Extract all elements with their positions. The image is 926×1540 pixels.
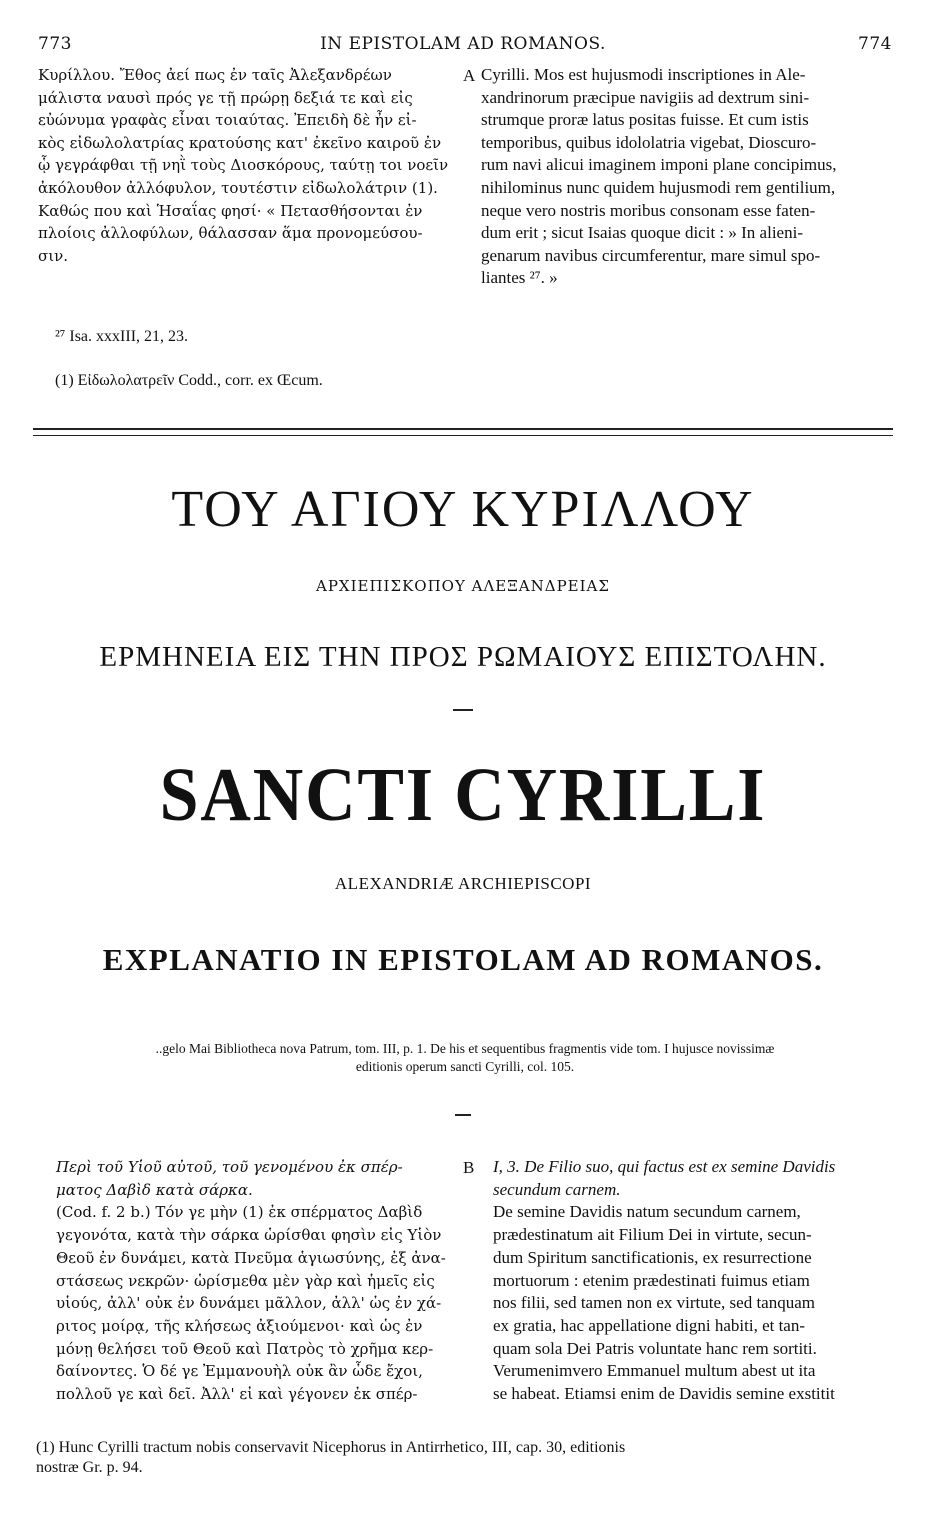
latin-subtitle: ALEXANDRIÆ ARCHIEPISCOPI (334, 874, 592, 893)
footnote-scripture: ²⁷ Isa. xxxIII, 21, 23. (55, 328, 189, 345)
greek-line: κὸς εἰδωλολατρίας κρατούσης κατ' ἐκεῖνο καιροῦ ἐν (38, 133, 442, 152)
bottom-latin-column (493, 1156, 893, 1406)
latin-line: se habeat. Etiamsi enim de Davidis semine exstitit (493, 1384, 835, 1404)
latin-title: SANCTI CYRILLI (159, 753, 767, 837)
latin-line: ex gratia, hac appellatione digni habiti, et tan- (493, 1315, 806, 1335)
greek-line: ἀκόλουθον ἀλλόφυλον, τουτέστιν εἰδωλολάτριν (1). (38, 178, 438, 197)
bottom-footnote (36, 1438, 896, 1478)
margin-marker-b: B (463, 1158, 475, 1177)
greek-line: εὐώνυμα γραφὰς εἶναι τοιαύτας. Ἐπειδὴ δὲ ἦν εἰ- (38, 111, 417, 130)
section-dash (455, 1114, 471, 1116)
greek-line: Θεοῦ ἐν δυνάμει, κατὰ Πνεῦμα ἁγιωσύνης, ἐξ ἀνα- (56, 1248, 446, 1267)
bottom-greek-column (56, 1156, 456, 1406)
divider-rule (33, 428, 893, 430)
latin-line: xandrinorum præcipue navigiis ad dextrum sini- (481, 87, 810, 107)
greek-subtitle: ΑΡΧΙΕΠΙΣΚΟΠΟΥ ΑΛΕΞΑΝΔΡΕΙΑΣ (315, 577, 610, 595)
greek-line: υἱούς, ἀλλ' οὐκ ἐν δυνάμει μᾶλλον, ἀλλ' ὡς ἐν χά- (56, 1294, 442, 1313)
greek-line: δαίνοντες. Ὁ δέ γε Ἐμμανουὴλ οὐκ ἂν ὧδε ἔχοι, (56, 1362, 423, 1381)
top-latin-column (481, 64, 893, 290)
latin-line: rum navi alicui imaginem imponi plane concipimus, (481, 155, 837, 175)
greek-line: Καθώς που καὶ Ἡσαΐας φησί· « Πετασθήσονται ἐν (38, 201, 423, 220)
greek-line: στάσεως νεκρῶν· ὡρίσμεθα μὲν γὰρ καὶ ἡμεῖς εἰς (56, 1271, 435, 1290)
greek-line: ριτος μοίρᾳ, τῆς κλήσεως ἀξιούμενοι· καὶ ὡς ἐν (56, 1316, 423, 1335)
latin-line: strumque proræ latus positas fuisse. Et cum istis (481, 110, 809, 130)
source-note (40, 1040, 890, 1076)
footnote-line: (1) Hunc Cyrilli tractum nobis conservavit Nicephorus in Antirrhetico, III, cap. 30, editionis (36, 1439, 626, 1456)
greek-line: ᾧ γεγράφθαι τῇ νηῒ τοὺς Διοσκόρους, ταύτῃ τοι νοεῖν (38, 156, 449, 175)
latin-line: prædestinatum ait Filium Dei in virtute, secun- (493, 1225, 812, 1245)
footnote-line: nostræ Gr. p. 94. (36, 1459, 143, 1476)
top-greek-column (38, 64, 456, 267)
latin-line: genarum navibus circumferentur, mare simul spo- (481, 245, 821, 265)
greek-line: μόνῃ θελήσει τοῦ Θεοῦ καὶ Πατρὸς τὸ χρῆμα κερ- (56, 1339, 434, 1358)
greek-line: γεγονότα, κατὰ τὴν σάρκα ὡρίσθαι φησὶν εἰς Υἱὸν (56, 1226, 442, 1245)
greek-work-title: ΕΡΜΗΝΕΙΑ ΕΙΣ ΤΗΝ ΠΡΟΣ ΡΩΜΑΙΟΥΣ ΕΠΙΣΤΟΛΗΝ. (99, 641, 827, 673)
greek-line: μάλιστα ναυσὶ πρός γε τῇ πρώρῃ δεξιά τε καὶ εἰς (38, 88, 413, 107)
margin-marker-a: A (463, 66, 476, 85)
latin-work-title: EXPLANATIO IN EPISTOLAM AD ROMANOS. (102, 942, 824, 977)
left-page-number: 773 (38, 34, 72, 54)
latin-line: quam sola Dei Patris voluntate hanc rem sortiti. (493, 1338, 817, 1358)
latin-line: Cyrilli. Mos est hujusmodi inscriptiones in Ale- (481, 65, 806, 84)
latin-line: De semine Davidis natum secundum carnem, (493, 1202, 801, 1222)
latin-line: temporibus, quibus idololatria vigebat, Dioscuro- (481, 132, 817, 152)
greek-title: ΤΟΥ ΑΓΙΟΥ ΚΥΡΙΛΛΟΥ (171, 481, 755, 538)
latin-line: liantes ²⁷. » (481, 268, 558, 288)
greek-line: σιν. (38, 246, 69, 265)
latin-heading: secundum carnem. (493, 1179, 621, 1199)
divider-rule-thin (33, 435, 893, 436)
latin-line: nos filii, sed tamen non ex virtute, sed tanquam (493, 1293, 815, 1313)
title-dash (453, 709, 473, 711)
greek-line: πολλοῦ γε καὶ δεῖ. Ἀλλ' εἰ καὶ γέγονεν ἐκ σπέρ- (56, 1385, 418, 1404)
latin-line: dum erit ; sicut Isaias quoque dicit : » In alieni- (481, 223, 803, 243)
source-note-line: ..gelo Mai Bibliotheca nova Patrum, tom. III, p. 1. De his et sequentibus fragmentis vide tom. I hujusce novissimæ (155, 1041, 775, 1056)
latin-line: mortuorum : etenim prædestinati fuimus etiam (493, 1270, 810, 1290)
right-page-number: 774 (858, 34, 892, 54)
latin-heading: I, 3. De Filio suo, qui factus est ex semine Davidis (493, 1157, 836, 1176)
greek-line: Κυρίλλου. Ἔθος ἀεί πως ἐν ταῖς Ἀλεξανδρέων (38, 66, 392, 84)
greek-line: πλοίοις ἀλλοφύλων, θάλασσαν ἅμα προνομεύσου- (38, 224, 423, 243)
greek-heading: ματος Δαβὶδ κατὰ σάρκα. (56, 1180, 253, 1199)
greek-heading: Περὶ τοῦ Υἱοῦ αὐτοῦ, τοῦ γενομένου ἐκ σπέρ- (56, 1158, 403, 1176)
latin-line: neque vero nostris moribus consonam esse faten- (481, 200, 816, 220)
footnote-1: (1) Εἰδωλολατρεῖν Codd., corr. ex Œcum. (55, 372, 323, 389)
latin-line: nihilominus nunc quidem hujusmodi rem gentilium, (481, 177, 836, 197)
latin-line: dum Spiritum sanctificationis, ex resurrectione (493, 1247, 812, 1267)
source-note-line: editionis operum sancti Cyrilli, col. 105. (355, 1059, 575, 1074)
running-title: IN EPISTOLAM AD ROMANOS. (320, 34, 606, 54)
latin-line: Verumenimvero Emmanuel multum abest ut ita (493, 1361, 816, 1381)
greek-line: (Cod. f. 2 b.) Τόν γε μὴν (1) ἐκ σπέρματος Δαβὶδ (56, 1203, 423, 1222)
